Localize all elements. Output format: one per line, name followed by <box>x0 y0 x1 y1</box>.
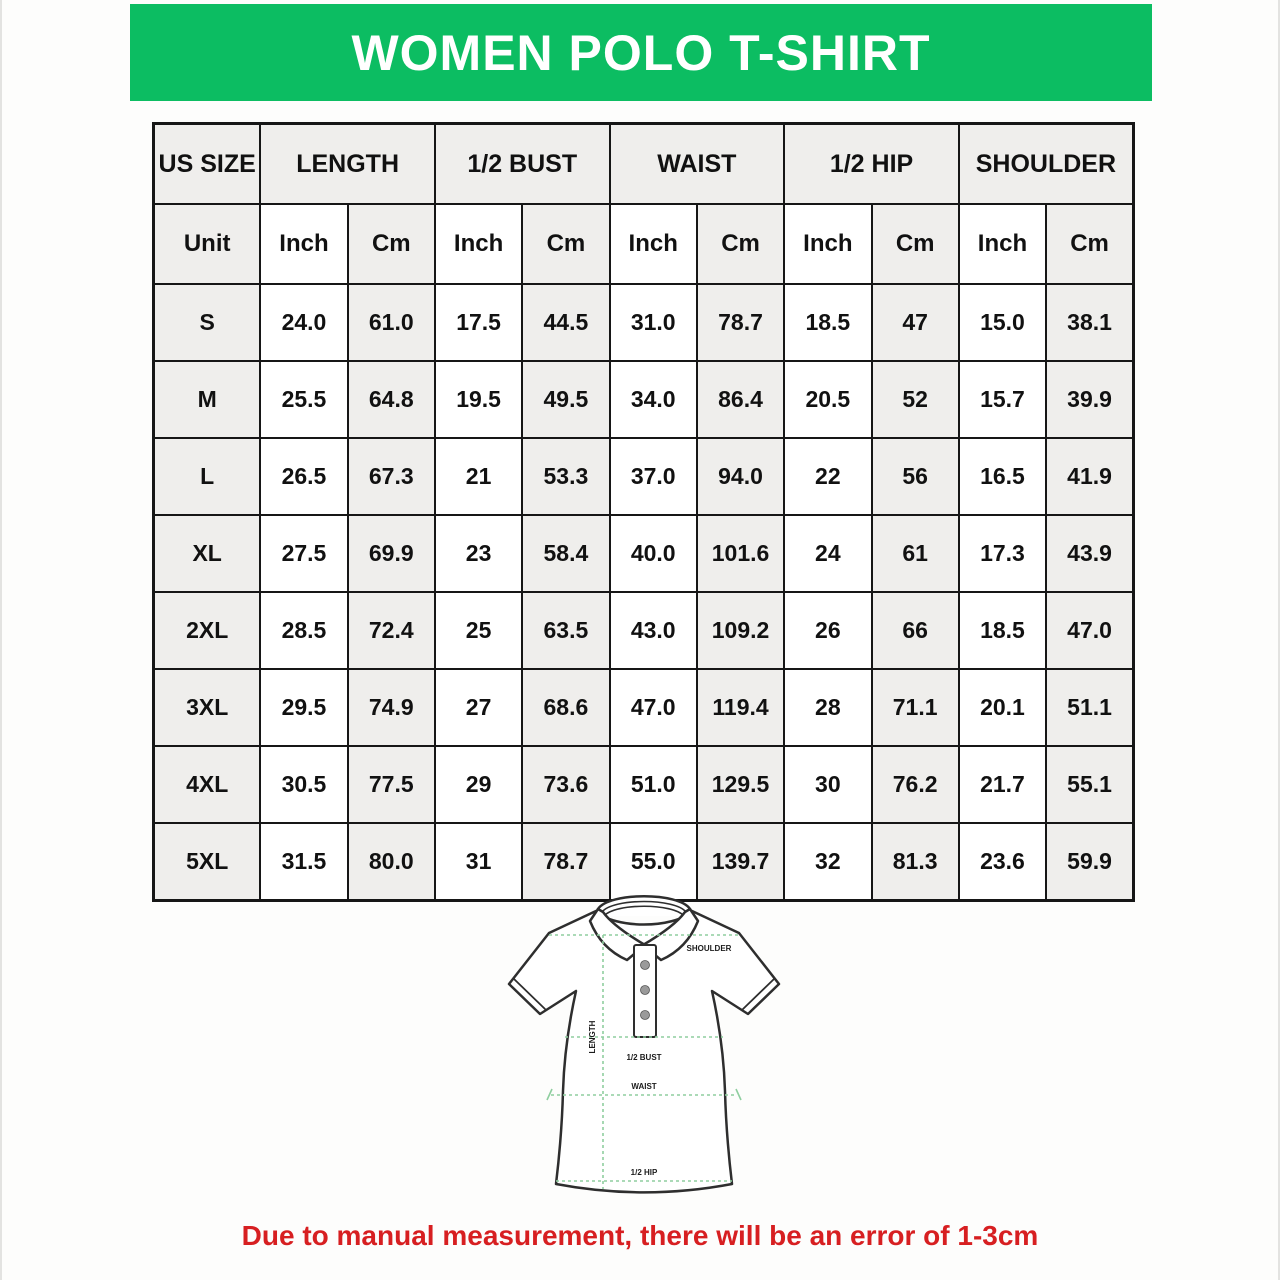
waist-end-tick <box>736 1089 741 1100</box>
size-cell: 3XL <box>154 669 261 746</box>
value-cell: 29.5 <box>260 669 347 746</box>
value-cell: 15.0 <box>959 284 1046 361</box>
polo-shirt-diagram <box>499 886 789 1208</box>
col-header-length: LENGTH <box>260 124 435 205</box>
value-cell: 20.5 <box>784 361 871 438</box>
value-cell: 40.0 <box>610 515 697 592</box>
col-header-hip: 1/2 HIP <box>784 124 959 205</box>
value-cell: 139.7 <box>697 823 784 901</box>
value-cell: 41.9 <box>1046 438 1133 515</box>
value-cell: 76.2 <box>872 746 959 823</box>
value-cell: 101.6 <box>697 515 784 592</box>
length-label: LENGTH <box>588 1020 597 1054</box>
value-cell: 24 <box>784 515 871 592</box>
unit-cell: Inch <box>610 204 697 284</box>
measurement-diagram <box>499 886 789 1208</box>
value-cell: 21.7 <box>959 746 1046 823</box>
bust-label: 1/2 BUST <box>626 1053 662 1062</box>
unit-cell: Inch <box>784 204 871 284</box>
value-cell: 22 <box>784 438 871 515</box>
value-cell: 56 <box>872 438 959 515</box>
size-cell: L <box>154 438 261 515</box>
unit-header-row <box>154 204 1134 284</box>
value-cell: 26 <box>784 592 871 669</box>
size-cell: S <box>154 284 261 361</box>
value-cell: 47 <box>872 284 959 361</box>
value-cell: 47.0 <box>610 669 697 746</box>
shoulder-label: SHOULDER <box>686 944 732 953</box>
value-cell: 63.5 <box>522 592 609 669</box>
value-cell: 47.0 <box>1046 592 1133 669</box>
size-chart-table <box>152 122 1135 902</box>
value-cell: 67.3 <box>348 438 435 515</box>
value-cell: 20.1 <box>959 669 1046 746</box>
value-cell: 81.3 <box>872 823 959 901</box>
value-cell: 16.5 <box>959 438 1046 515</box>
value-cell: 25.5 <box>260 361 347 438</box>
measurement-disclaimer: Due to manual measurement, there will be an error of 1-3cm <box>241 1220 1039 1251</box>
value-cell: 29 <box>435 746 522 823</box>
unit-cell: Cm <box>522 204 609 284</box>
value-cell: 77.5 <box>348 746 435 823</box>
title-banner <box>130 4 1152 101</box>
value-cell: 72.4 <box>348 592 435 669</box>
value-cell: 34.0 <box>610 361 697 438</box>
value-cell: 27 <box>435 669 522 746</box>
value-cell: 51.0 <box>610 746 697 823</box>
value-cell: 30.5 <box>260 746 347 823</box>
value-cell: 32 <box>784 823 871 901</box>
value-cell: 59.9 <box>1046 823 1133 901</box>
unit-label-cell: Unit <box>154 204 261 284</box>
value-cell: 38.1 <box>1046 284 1133 361</box>
value-cell: 23 <box>435 515 522 592</box>
value-cell: 43.9 <box>1046 515 1133 592</box>
unit-cell: Inch <box>435 204 522 284</box>
table-row-2xl <box>154 592 1134 669</box>
group-header-row <box>154 124 1134 205</box>
value-cell: 55.1 <box>1046 746 1133 823</box>
unit-cell: Cm <box>348 204 435 284</box>
table-row-3xl <box>154 669 1134 746</box>
table-row-l <box>154 438 1134 515</box>
value-cell: 58.4 <box>522 515 609 592</box>
button <box>641 1011 650 1020</box>
value-cell: 74.9 <box>348 669 435 746</box>
value-cell: 78.7 <box>522 823 609 901</box>
value-cell: 94.0 <box>697 438 784 515</box>
value-cell: 43.0 <box>610 592 697 669</box>
button <box>641 986 650 995</box>
size-cell: 2XL <box>154 592 261 669</box>
value-cell: 51.1 <box>1046 669 1133 746</box>
value-cell: 86.4 <box>697 361 784 438</box>
value-cell: 15.7 <box>959 361 1046 438</box>
size-cell: XL <box>154 515 261 592</box>
unit-cell: Cm <box>1046 204 1133 284</box>
value-cell: 69.9 <box>348 515 435 592</box>
value-cell: 39.9 <box>1046 361 1133 438</box>
value-cell: 31.5 <box>260 823 347 901</box>
value-cell: 52 <box>872 361 959 438</box>
value-cell: 44.5 <box>522 284 609 361</box>
size-cell: 5XL <box>154 823 261 901</box>
col-header-shoulder: SHOULDER <box>959 124 1134 205</box>
table-row-s <box>154 284 1134 361</box>
value-cell: 31 <box>435 823 522 901</box>
value-cell: 73.6 <box>522 746 609 823</box>
value-cell: 18.5 <box>784 284 871 361</box>
hip-label: 1/2 HIP <box>630 1168 658 1177</box>
value-cell: 71.1 <box>872 669 959 746</box>
value-cell: 37.0 <box>610 438 697 515</box>
unit-cell: Inch <box>959 204 1046 284</box>
size-cell: 4XL <box>154 746 261 823</box>
value-cell: 30 <box>784 746 871 823</box>
value-cell: 49.5 <box>522 361 609 438</box>
value-cell: 19.5 <box>435 361 522 438</box>
value-cell: 55.0 <box>610 823 697 901</box>
value-cell: 78.7 <box>697 284 784 361</box>
waist-label: WAIST <box>631 1082 657 1091</box>
table-row-xl <box>154 515 1134 592</box>
unit-cell: Cm <box>872 204 959 284</box>
value-cell: 24.0 <box>260 284 347 361</box>
col-header-waist: WAIST <box>610 124 785 205</box>
col-header-bust: 1/2 BUST <box>435 124 610 205</box>
button <box>641 961 650 970</box>
value-cell: 28 <box>784 669 871 746</box>
value-cell: 61 <box>872 515 959 592</box>
value-cell: 25 <box>435 592 522 669</box>
col-header-us-size: US SIZE <box>154 124 261 205</box>
value-cell: 68.6 <box>522 669 609 746</box>
unit-cell: Cm <box>697 204 784 284</box>
value-cell: 17.3 <box>959 515 1046 592</box>
value-cell: 109.2 <box>697 592 784 669</box>
value-cell: 66 <box>872 592 959 669</box>
value-cell: 53.3 <box>522 438 609 515</box>
unit-cell: Inch <box>260 204 347 284</box>
table-row-4xl <box>154 746 1134 823</box>
value-cell: 129.5 <box>697 746 784 823</box>
value-cell: 28.5 <box>260 592 347 669</box>
table-row-m <box>154 361 1134 438</box>
value-cell: 17.5 <box>435 284 522 361</box>
page-title: WOMEN POLO T-SHIRT <box>351 24 931 81</box>
value-cell: 31.0 <box>610 284 697 361</box>
value-cell: 64.8 <box>348 361 435 438</box>
value-cell: 18.5 <box>959 592 1046 669</box>
value-cell: 27.5 <box>260 515 347 592</box>
value-cell: 119.4 <box>697 669 784 746</box>
value-cell: 80.0 <box>348 823 435 901</box>
value-cell: 23.6 <box>959 823 1046 901</box>
value-cell: 21 <box>435 438 522 515</box>
value-cell: 61.0 <box>348 284 435 361</box>
size-cell: M <box>154 361 261 438</box>
value-cell: 26.5 <box>260 438 347 515</box>
